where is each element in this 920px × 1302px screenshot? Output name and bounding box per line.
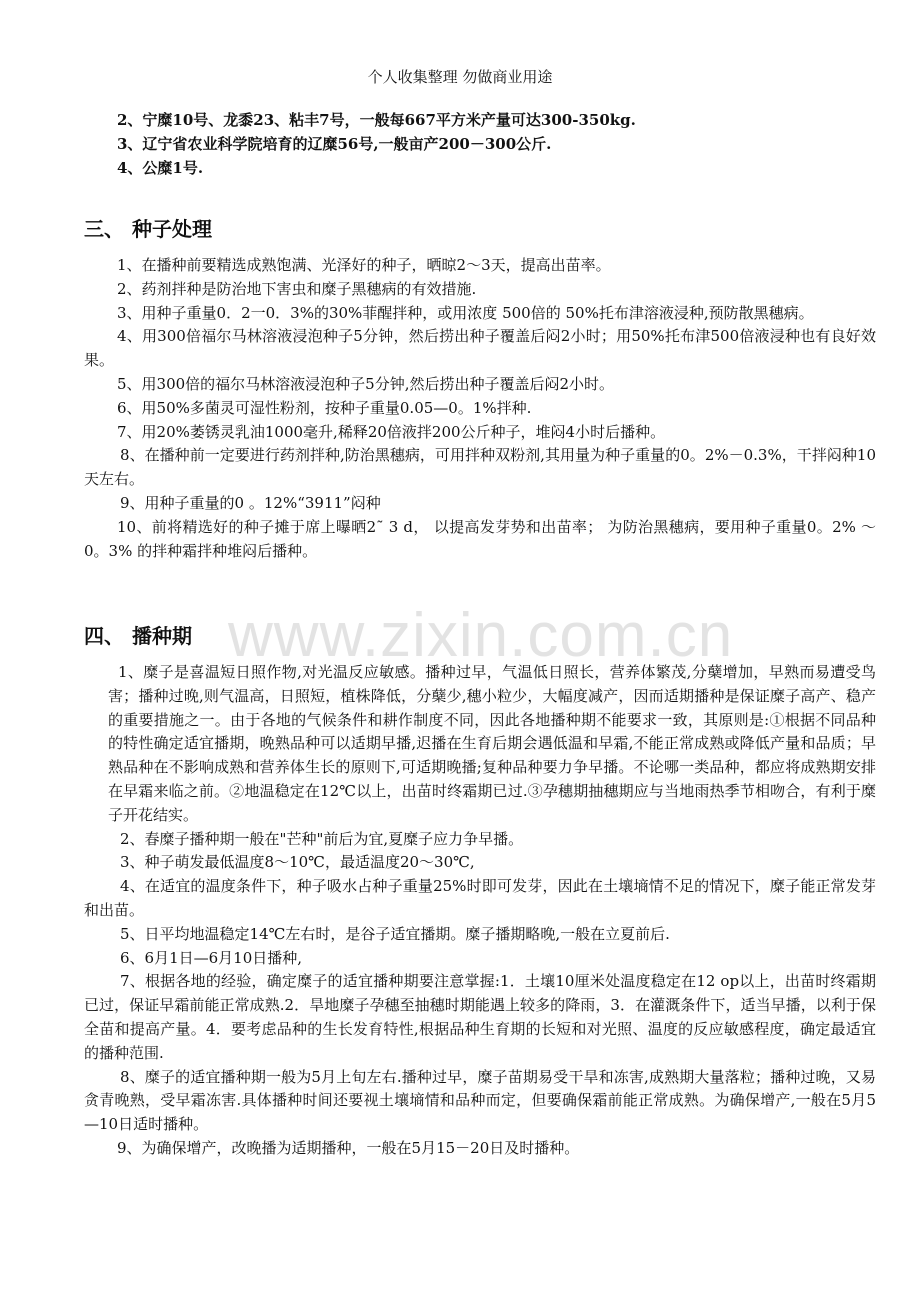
section-number: 四、 <box>84 624 124 648</box>
list-item: 4、用300倍福尔马林溶液浸泡种子5分钟，然后捞出种子覆盖后闷2小时；用50%托布津500倍液浸种也有良好效果。 <box>84 327 876 370</box>
watermark: www.zixin.com.cn <box>228 601 734 670</box>
section-title: 播种期 <box>132 624 192 648</box>
list-item: 4、公糜1号. <box>117 158 204 177</box>
section-heading <box>84 215 876 243</box>
list-item: 8、糜子的适宜播种期一般为5月上旬左右.播种过早，糜子苗期易受干旱和冻害,成熟期大量落粒；播种过晚，又易贪青晚熟，受早霜冻害.具体播种时间还要视土壤墒情和品种而定，但要确保霜前能正常成熟。为确保增产,一般在5月5—10日适时播种。 <box>84 1067 876 1134</box>
list-item: 4、在适宜的温度条件下，种子吸水占种子重量25%时即可发芽，因此在土壤墒情不足的情况下，糜子能正常发芽和出苗。 <box>84 877 876 919</box>
list-item: 3、辽宁省农业科学院培育的辽糜56号,一般亩产200－300公斤. <box>117 134 552 153</box>
list-item: 10、前将精选好的种子摊于席上曝晒2˜ 3 d， 以提高发芽势和出苗率； 为防治黑穗病，要用种子重量0。2% ～ 0。3% 的拌种霜拌种堆闷后播种。 <box>84 517 876 560</box>
list-item: 9、为确保增产，改晚播为适期播种，一般在5月15－20日及时播种。 <box>117 1138 580 1157</box>
list-item: 9、用种子重量的0 。12%“3911”闷种 <box>120 493 381 512</box>
list-item: 8、在播种前一定要进行药剂拌种,防治黑穗病，可用拌种双粉剂,其用量为种子重量的0。2%－0.3%，干拌闷种10天左右。 <box>84 446 876 489</box>
list-item: 2、药剂拌种是防治地下害虫和糜子黑穗病的有效措施. <box>117 279 477 298</box>
list-item: 7、用20%萎锈灵乳油1000毫升,稀释20倍液拌200公斤种子，堆闷4小时后播种。 <box>117 422 666 441</box>
list-item: 5、日平均地温稳定14℃左右时，是谷子适宜播期。糜子播期略晚,一般在立夏前后. <box>120 924 670 943</box>
section-4 <box>84 622 876 1161</box>
list-item: 6、用50%多菌灵可湿性粉剂，按种子重量0.05—0。1%拌种. <box>117 398 532 417</box>
page-header: 个人收集整理 勿做商业用途 <box>367 68 553 86</box>
list-item: 1、糜子是喜温短日照作物,对光温反应敏感。播种过早，气温低日照长，营养体繁茂,分蘖增加，早熟而易遭受鸟害；播种过晚,则气温高，日照短，植株降低，分蘖少,穗小粒少，大幅度减产，因而适期播种是保证糜子高产、稳产的重要措施之一。由于各地的气候条件和耕作制度不同，因此各地播种期不能要求一致，其原则是:①根据不同品种的特性确定适宜播期，晚熟品种可以适期早播,迟播在生育后期会遇低温和早霜,不能正常成熟或降低产量和品质；早熟品种在不影响成熟和营养体生长的原则下,可适期晚播;复种品种要力争早播。不论哪一类品种，都应将成熟期安排在早霜来临之前。②地温稳定在12℃以上，出苗时终霜期已过.③孕穗期抽穗期应与当地雨热季节相吻合，有利于糜子开花结实。 <box>108 663 876 824</box>
list-item: 6、6月1日—6月10日播种, <box>120 948 303 967</box>
intro-list <box>84 109 876 180</box>
list-item: 5、用300倍的福尔马林溶液浸泡种子5分钟,然后捞出种子覆盖后闷2小时。 <box>117 374 615 393</box>
list-item: 2、春糜子播种期一般在"芒种"前后为宜,夏糜子应力争早播。 <box>120 829 524 848</box>
list-item: 1、在播种前要精选成熟饱满、光泽好的种子，晒晾2～3天，提高出苗率。 <box>117 256 611 274</box>
list-item: 3、种子萌发最低温度8～10℃，最适温度20～30℃, <box>120 853 475 872</box>
section-3 <box>84 215 876 563</box>
list-item: 3、用种子重量0．2一0．3%的30%菲醒拌种，或用浓度 500倍的 50%托布津溶液浸种,预防散黑穗病。 <box>117 303 814 322</box>
list-item: 2、宁糜10号、龙黍23、粘丰7号，一般每667平方米产量可达300-350kg. <box>117 111 636 129</box>
section-title: 种子处理 <box>132 217 212 241</box>
list-item: 7、根据各地的经验，确定糜子的适宜播种期要注意掌握:1．土壤10厘米处温度稳定在12 op以上，出苗时终霜期已过，保证早霜前能正常成熟.2．旱地糜子孕穗至抽穗时期能遇上较多的降雨，3．在灌溉条件下，适当早播，以利于保全苗和提高产量。4．要考虑品种的生长发育特性,根据品种生育期的长短和对光照、温度的反应敏感程度，确定最适宜的播种范围. <box>84 972 876 1062</box>
section-heading <box>84 622 876 650</box>
section-number: 三、 <box>84 217 124 241</box>
